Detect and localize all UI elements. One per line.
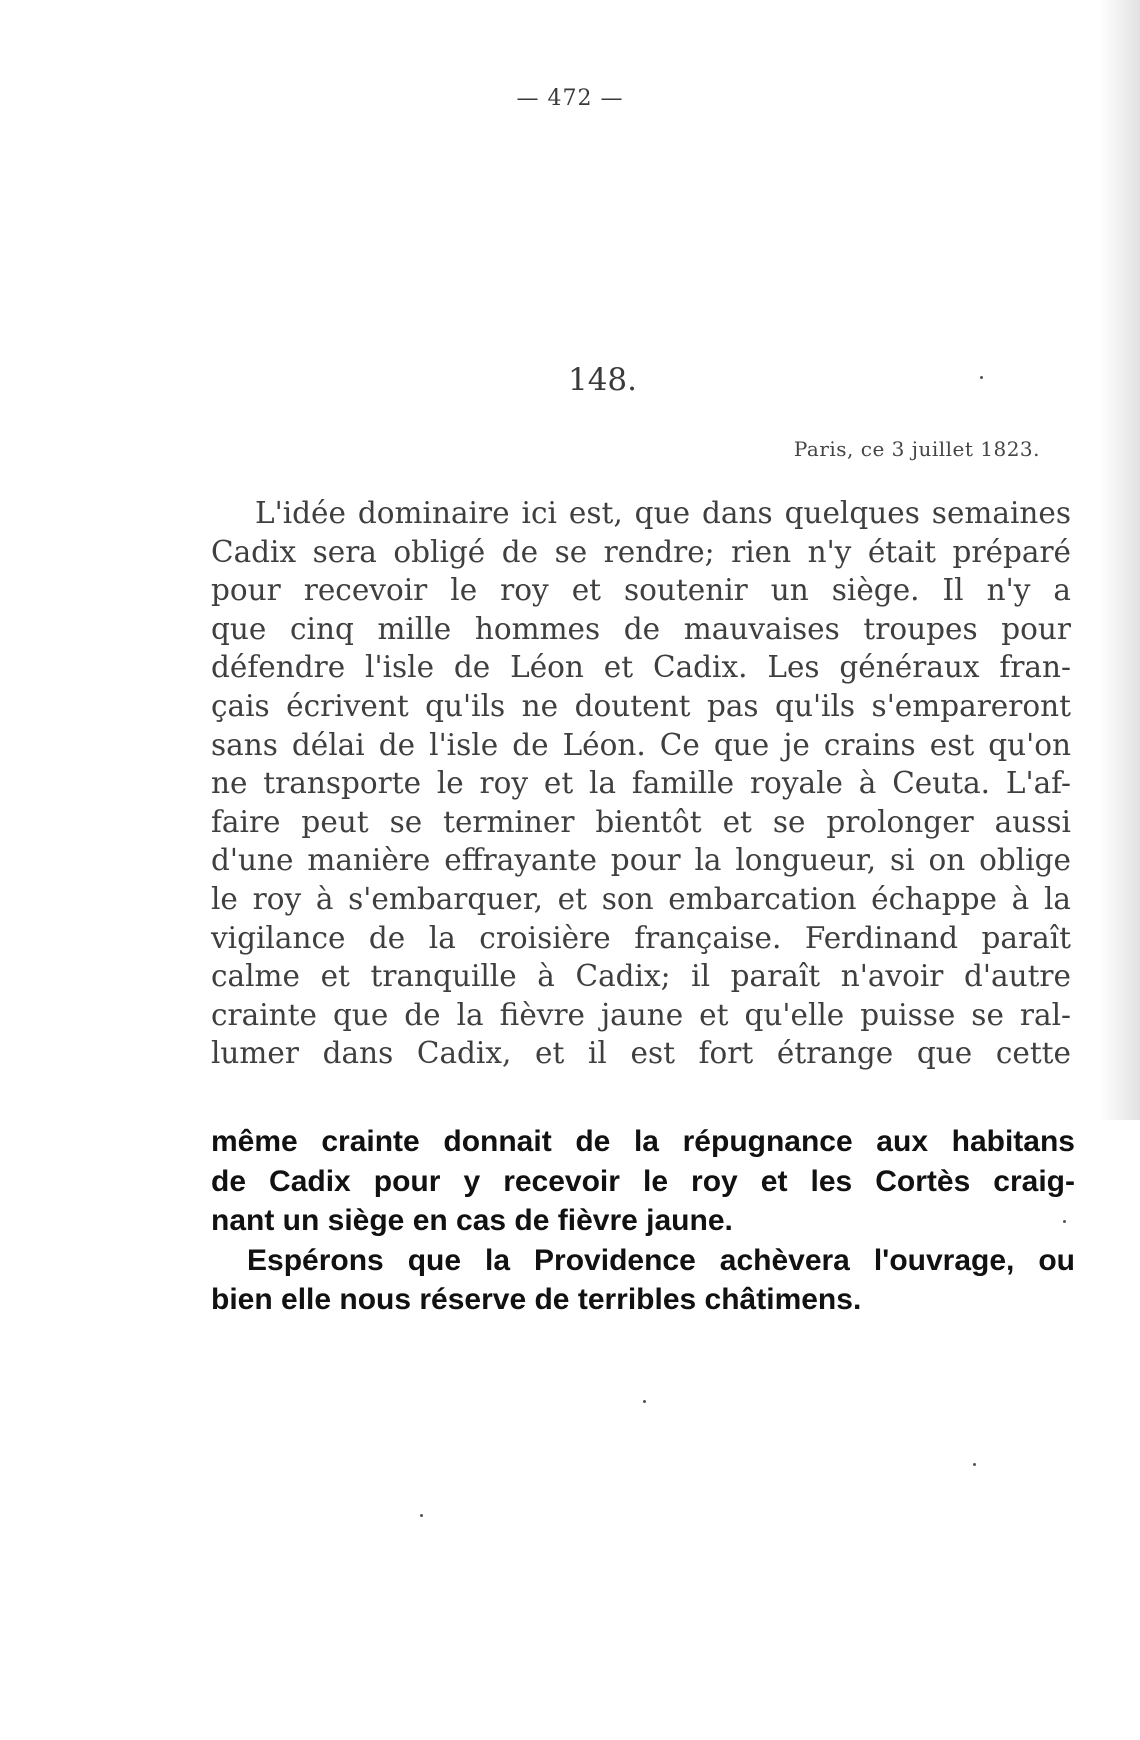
text-line: çais écrivent qu'ils ne doutent pas qu'ils s'empareront [211,688,1071,723]
scan-speck [973,1463,976,1466]
text-line: d'une manière effrayante pour la longueur, si on oblige [211,843,1071,878]
letter-body-original-scan [211,494,1071,1073]
text-line: nant un siège en cas de fièvre jaune. [211,1204,733,1237]
text-line: lumer dans Cadix, et il est fort étrange que cette [211,1036,1071,1071]
text-line: de Cadix pour y recevoir le roy et les Cortès craig- [211,1164,1075,1198]
letter-body-transcribed-continuation [211,1122,1075,1320]
letter-dateline: Paris, ce 3 juillet 1823. [793,437,1040,461]
text-line: Espérons que la Providence achèvera l'ouvrage, ou [247,1243,1075,1277]
scan-speck [420,1514,423,1517]
letter-number: 148. [567,362,638,398]
page-edge-shadow [1100,0,1140,1120]
scan-speck [643,1400,646,1403]
page-number: — 472 — [516,86,624,111]
text-line: que cinq mille hommes de mauvaises troupes pour [211,611,1071,646]
text-line: le roy à s'embarquer, et son embarcation échappe à la [211,881,1071,916]
text-line: L'idée dominaire ici est, que dans quelques semaines [255,496,1071,530]
text-line: crainte que de la fièvre jaune et qu'elle puisse se ral- [211,997,1071,1032]
text-line: pour recevoir le roy et soutenir un siège. Il n'y a [211,573,1071,608]
text-line: même crainte donnait de la répugnance aux habitans [211,1125,1075,1158]
text-line: ne transporte le roy et la famille royale à Ceuta. L'af- [211,766,1071,801]
scan-speck [1063,1220,1066,1223]
text-line: sans délai de l'isle de Léon. Ce que je crains est qu'on [211,727,1071,762]
text-line: bien elle nous réserve de terribles châtimens. [211,1283,862,1316]
scan-speck [980,376,983,379]
text-line: Cadix sera obligé de se rendre; rien n'y était préparé [211,534,1071,569]
text-line: défendre l'isle de Léon et Cadix. Les généraux fran- [211,650,1071,685]
text-line: calme et tranquille à Cadix; il paraît n'avoir d'autre [211,959,1071,994]
text-line: faire peut se terminer bientôt et se prolonger aussi [211,804,1071,839]
text-line: vigilance de la croisière française. Ferdinand paraît [211,920,1071,955]
